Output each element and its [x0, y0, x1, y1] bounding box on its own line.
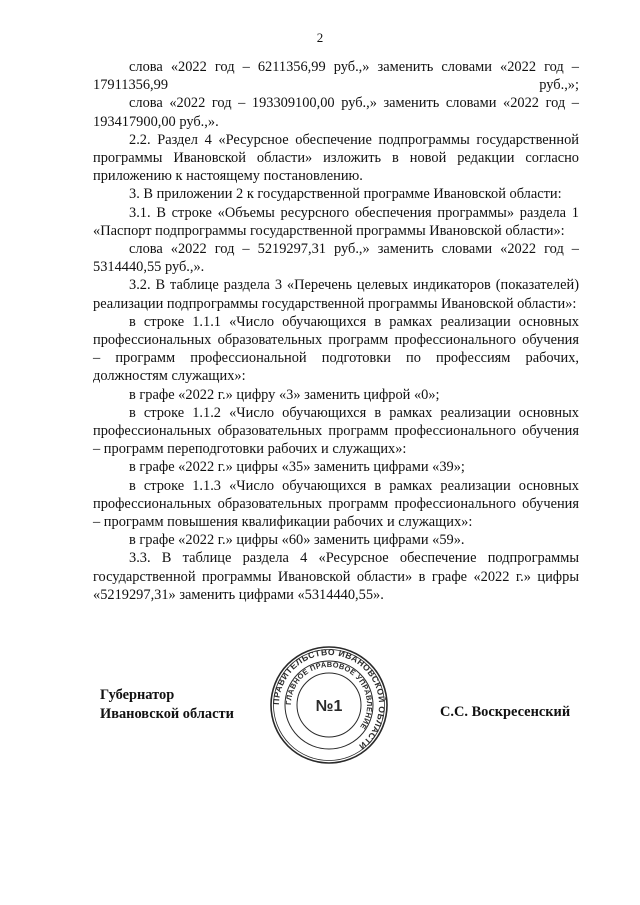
- paragraph: в строке 1.1.2 «Число обучающихся в рамках реализации основных профессиональных образовательных программ профессионального обучения – программ переподготовки рабочих и служащих»:: [93, 404, 579, 458]
- paragraph: 3.3. В таблице раздела 4 «Ресурсное обеспечение подпрограммы государственной программы Ивановской области» в графе «2022 г.» цифры «5219297,31» заменить цифрами «5314440,55».: [93, 550, 579, 603]
- document-body: [93, 58, 579, 604]
- paragraph: 2.2. Раздел 4 «Ресурсное обеспечение подпрограммы государственной программы Ивановской области» изложить в новой редакции согласно приложению к настоящему постановлению.: [93, 131, 579, 185]
- signatory-title: [100, 686, 234, 724]
- signatory-title-line: Губернатор: [100, 687, 175, 703]
- stamp-inner-text: ГЛАВНОЕ ПРАВОВОЕ УПРАВЛЕНИЕ: [283, 659, 375, 732]
- paragraph: 3. В приложении 2 к государственной программе Ивановской области:: [129, 186, 562, 203]
- paragraph: в графе «2022 г.» цифры «35» заменить цифрами «39»;: [129, 459, 465, 476]
- paragraph: слова «2022 год – 193309100,00 руб.,» заменить словами «2022 год – 193417900,00 руб.,».: [93, 95, 579, 130]
- paragraph: в строке 1.1.1 «Число обучающихся в рамках реализации основных профессиональных образовательных программ профессионального обучения – программ профессиональной подготовки по профессиям рабочих, должностям служащих»:: [93, 313, 579, 385]
- signature-block: [0, 640, 640, 780]
- svg-text:ГЛАВНОЕ ПРАВОВОЕ УПРАВЛЕНИЕ: [284, 660, 374, 731]
- paragraph: в графе «2022 г.» цифру «3» заменить цифрой «0»;: [129, 386, 440, 403]
- stamp-center-number: №1: [315, 698, 343, 715]
- paragraph: 3.2. В таблице раздела 3 «Перечень целевых индикаторов (показателей) реализации подпрограммы государственной программы Ивановской области»:: [93, 277, 579, 312]
- paragraph: слова «2022 год – 5219297,31 руб.,» заменить словами «2022 год – 5314440,55 руб.,».: [93, 241, 579, 276]
- paragraph: слова «2022 год – 6211356,99 руб.,» заменить словами «2022 год – 17911356,99 руб.,»;: [93, 59, 579, 94]
- paragraph: 3.1. В строке «Объемы ресурсного обеспечения программы» раздела 1 «Паспорт подпрограммы государственной программы Ивановской области»:: [93, 204, 579, 239]
- signatory-title-line: Ивановской области: [100, 706, 234, 722]
- page-number: 2: [316, 30, 324, 45]
- stamp-outer-text: ПРАВИТЕЛЬСТВО ИВАНОВСКОЙ ОБЛАСТИ: [270, 646, 388, 752]
- paragraph: в строке 1.1.3 «Число обучающихся в рамках реализации основных профессиональных образовательных программ профессионального обучения – программ повышения квалификации рабочих и служащих»:: [93, 477, 579, 531]
- signatory-name: С.С. Воскресенский: [440, 704, 571, 720]
- official-stamp: [268, 644, 390, 766]
- paragraph: в графе «2022 г.» цифры «60» заменить цифрами «59».: [129, 532, 465, 549]
